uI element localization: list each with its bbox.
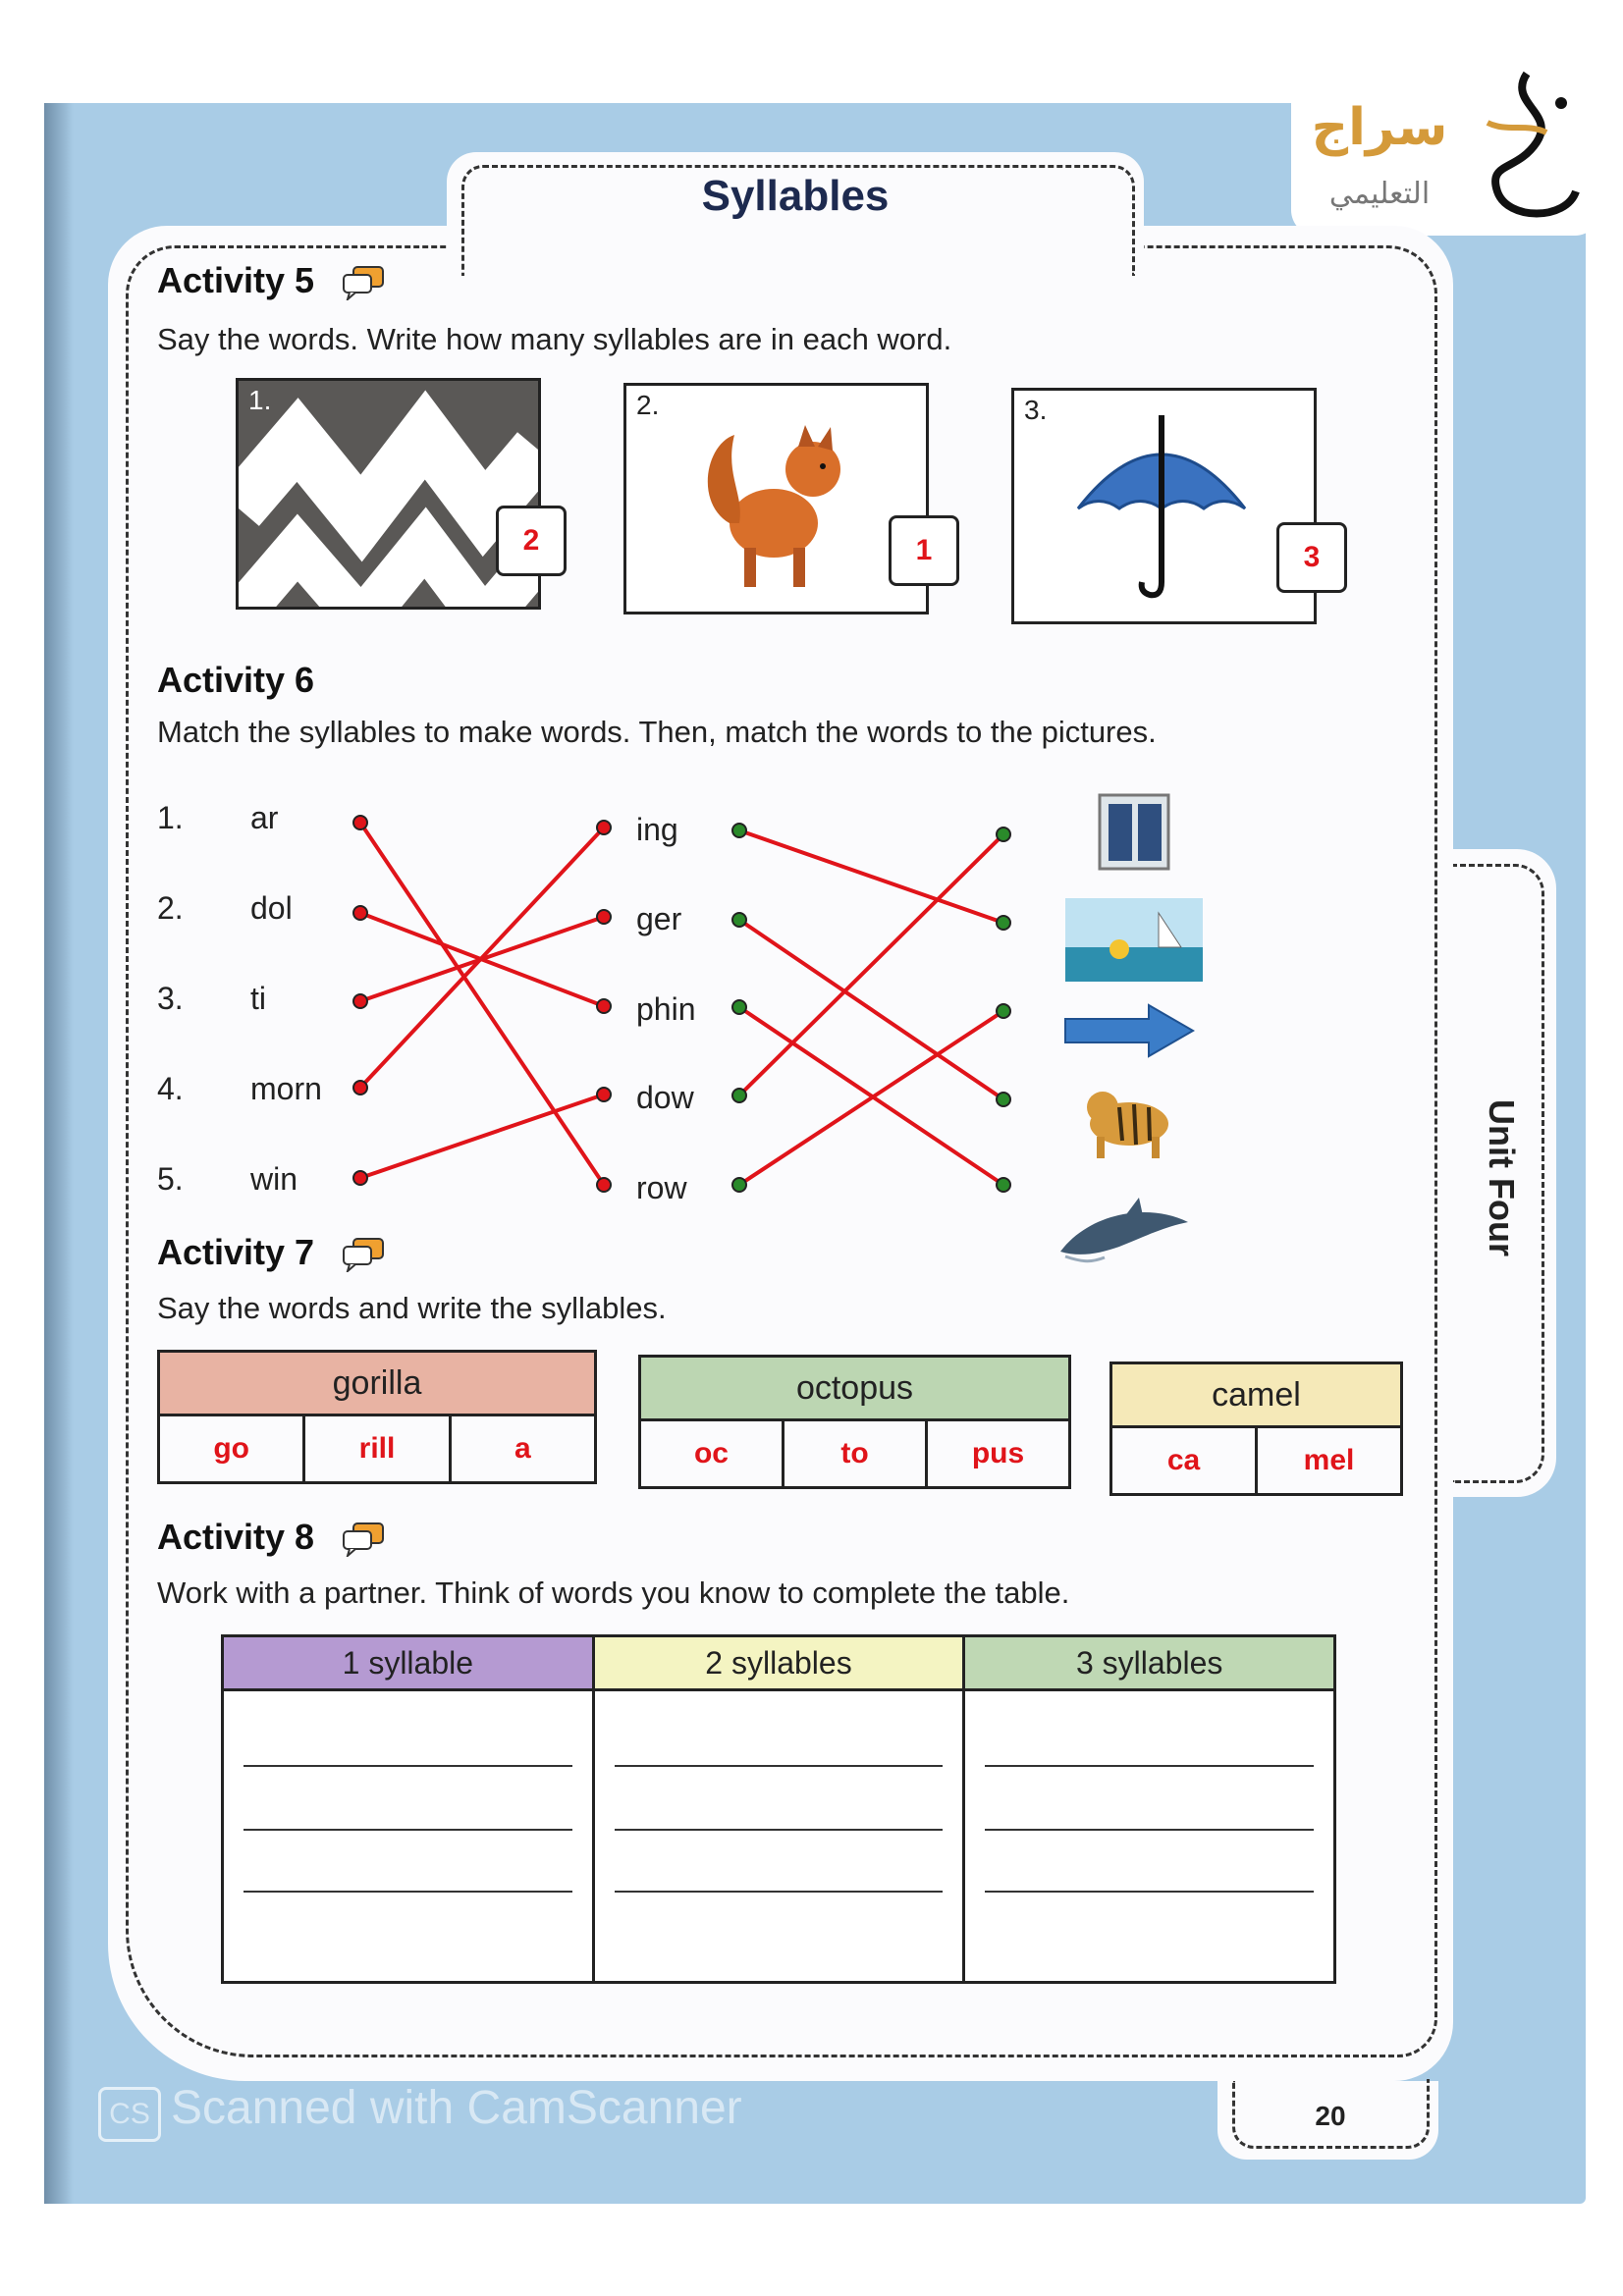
middle-syllable: ing <box>636 812 678 847</box>
activity8-instruction: Work with a partner. Think of words you know to complete the table. <box>157 1575 1070 1610</box>
item-number: 3. <box>1024 395 1048 425</box>
match-dot <box>353 816 367 829</box>
middle-syllable: row <box>636 1170 687 1205</box>
page-title: Syllables <box>701 172 890 220</box>
activity8-heading <box>157 1517 385 1558</box>
speech-bubble-icon <box>342 1522 385 1557</box>
activity5-answer-2[interactable]: 1 <box>889 515 959 586</box>
answer-line[interactable] <box>985 1829 1314 1831</box>
activity7-word-gorilla <box>157 1350 597 1484</box>
match-dot <box>997 828 1010 841</box>
match-dot <box>353 906 367 920</box>
item-number: 2. <box>636 390 660 420</box>
speech-bubble-icon <box>342 1237 385 1272</box>
logo-text-sub: التعليمي <box>1328 177 1431 211</box>
word-header: gorilla <box>160 1353 594 1416</box>
match-dot <box>353 1081 367 1095</box>
list-item: 2. dol <box>157 890 293 926</box>
match-dot <box>353 1171 367 1185</box>
match-line <box>360 1095 604 1178</box>
column-header: 1 syllable <box>224 1637 592 1691</box>
match-line <box>739 834 1003 1095</box>
answer-line[interactable] <box>243 1829 572 1831</box>
activity7-word-camel <box>1109 1362 1403 1496</box>
list-item: 5. win <box>157 1161 298 1197</box>
match-dot <box>997 1178 1010 1192</box>
word-header: camel <box>1112 1364 1400 1428</box>
list-item: 1. ar <box>157 800 279 835</box>
match-dot <box>732 1178 746 1192</box>
match-dot <box>997 1093 1010 1106</box>
watermark-text: Scanned with CamScanner <box>171 2082 742 2134</box>
activity7-instruction: Say the words and write the syllables. <box>157 1291 667 1325</box>
list-item: 4. morn <box>157 1071 322 1106</box>
list-item: 3. ti <box>157 981 266 1016</box>
scanner-watermark <box>98 2081 742 2142</box>
answer-line[interactable] <box>985 1765 1314 1767</box>
column-3-syllables <box>965 1637 1333 1981</box>
activity7-word-octopus <box>638 1355 1071 1489</box>
syllable-cell[interactable]: a <box>514 1432 531 1465</box>
syllable-cell[interactable]: pus <box>971 1437 1025 1469</box>
syllable-cell[interactable]: to <box>784 1421 928 1486</box>
syllable-cell[interactable]: mel <box>1303 1444 1355 1476</box>
match-dot <box>997 916 1010 930</box>
activity8-title: Activity 8 <box>157 1517 315 1557</box>
match-dot <box>997 1004 1010 1018</box>
match-dot <box>732 824 746 837</box>
activity5-instruction: Say the words. Write how many syllables are in each word. <box>157 322 952 356</box>
match-dot <box>597 1178 611 1192</box>
match-line <box>360 828 604 1088</box>
camscanner-icon: CS <box>98 2087 161 2142</box>
item-number: 1. <box>248 385 272 415</box>
page-number: 20 <box>1315 2101 1346 2131</box>
syllable-cell[interactable]: rill <box>305 1416 451 1481</box>
activity5-answer-1[interactable]: 2 <box>496 506 567 576</box>
answer-line[interactable] <box>615 1891 944 1893</box>
middle-syllable: dow <box>636 1080 694 1115</box>
syllable-cell[interactable]: ca <box>1112 1428 1258 1493</box>
match-line <box>360 823 604 1185</box>
match-dot <box>732 913 746 927</box>
activity7-title: Activity 7 <box>157 1232 315 1272</box>
word-header: octopus <box>641 1358 1068 1421</box>
unit-label: Unit Four <box>1482 1099 1522 1256</box>
column-2-syllables <box>595 1637 966 1981</box>
column-1-syllable <box>224 1637 595 1981</box>
activity6-heading: Activity 6 <box>157 660 315 700</box>
activity7-heading <box>157 1232 385 1273</box>
activity5-answer-3[interactable]: 3 <box>1276 522 1347 593</box>
match-dot <box>597 999 611 1013</box>
syllable-cell[interactable]: go <box>160 1416 305 1481</box>
match-dot <box>597 1088 611 1101</box>
match-dot <box>732 1089 746 1102</box>
match-dot <box>353 994 367 1008</box>
match-dot <box>597 910 611 924</box>
answer-line[interactable] <box>243 1891 572 1893</box>
answer-line[interactable] <box>243 1765 572 1767</box>
middle-syllable: phin <box>636 991 696 1027</box>
match-line <box>739 830 1003 923</box>
answer-line[interactable] <box>985 1891 1314 1893</box>
match-dot <box>732 1000 746 1014</box>
logo-text-main: سراج <box>1311 98 1448 157</box>
activity6-instruction: Match the syllables to make words. Then, match the words to the pictures. <box>157 715 1157 749</box>
match-line <box>739 920 1003 1099</box>
column-header: 3 syllables <box>965 1637 1333 1691</box>
match-dot <box>597 821 611 834</box>
column-header: 2 syllables <box>595 1637 963 1691</box>
activity5-title: Activity 5 <box>157 260 315 300</box>
middle-syllable: ger <box>636 901 682 936</box>
activity8-table <box>221 1634 1336 1984</box>
answer-line[interactable] <box>615 1765 944 1767</box>
answer-line[interactable] <box>615 1829 944 1831</box>
syllable-cell[interactable]: oc <box>641 1421 784 1486</box>
